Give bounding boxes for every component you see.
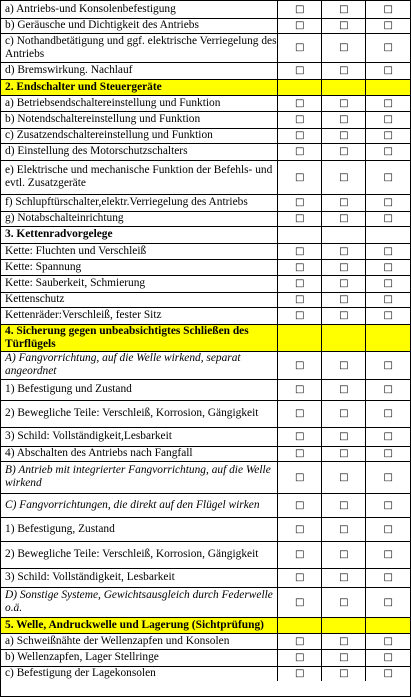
checkbox-3[interactable]: □ — [366, 111, 410, 128]
checkbox-2[interactable]: □ — [322, 194, 366, 211]
item-label: f) Schlupftürschalter,elektr.Verriegelung des Antriebs — [1, 194, 278, 211]
checkbox-2[interactable]: □ — [322, 633, 366, 649]
item-label: 2. Endschalter und Steuergeräte — [1, 79, 278, 95]
checkbox-2[interactable]: □ — [322, 95, 366, 111]
checkbox-2[interactable]: □ — [322, 259, 366, 275]
checkbox-3[interactable]: □ — [366, 18, 410, 33]
checkbox-1[interactable]: □ — [278, 400, 322, 427]
checkbox-3 — [366, 226, 410, 243]
checkbox-1[interactable]: □ — [278, 33, 322, 62]
section-header-row — [1, 617, 410, 633]
item-label: e) Elektrische und mechanische Funktion der Befehls- und evtl. Zusatzgeräte — [1, 160, 278, 194]
item-label: c) Zusatzendschaltereinstellung und Funktion — [1, 128, 278, 143]
checkbox-2[interactable]: □ — [322, 666, 366, 681]
checkbox-3[interactable]: □ — [366, 143, 410, 160]
checklist-row — [1, 587, 410, 617]
item-label: g) Notabschalteinrichtung — [1, 211, 278, 226]
item-label: Kette: Fluchten und Verschleiß — [1, 243, 278, 259]
item-label: 1) Befestigung, Zustand — [1, 517, 278, 541]
checkbox-3[interactable]: □ — [366, 307, 410, 324]
checklist-row — [1, 18, 410, 33]
checkbox-1[interactable]: □ — [278, 160, 322, 194]
item-label: A) Fangvorrichtung, auf die Welle wirkend, separat angeordnet — [1, 351, 278, 379]
checklist-row — [1, 446, 410, 461]
checkbox-2[interactable]: □ — [322, 517, 366, 541]
checkbox-1 — [278, 226, 322, 243]
checkbox-1[interactable]: □ — [278, 493, 322, 517]
checkbox-1[interactable]: □ — [278, 446, 322, 461]
checkbox-1[interactable]: □ — [278, 243, 322, 259]
checkbox-2[interactable]: □ — [322, 275, 366, 292]
checklist-body — [1, 1, 410, 681]
checkbox-2[interactable]: □ — [322, 128, 366, 143]
section-header-row — [1, 79, 410, 95]
checkbox-2[interactable]: □ — [322, 587, 366, 617]
checkbox-2[interactable]: □ — [322, 62, 366, 79]
checklist-row — [1, 427, 410, 446]
checklist-row — [1, 517, 410, 541]
checkbox-2 — [322, 617, 366, 633]
checkbox-1[interactable]: □ — [278, 143, 322, 160]
checkbox-1[interactable]: □ — [278, 351, 322, 379]
checklist-row — [1, 62, 410, 79]
checklist-row — [1, 351, 410, 379]
checkbox-1[interactable]: □ — [278, 633, 322, 649]
checkbox-1[interactable]: □ — [278, 517, 322, 541]
checklist-row — [1, 243, 410, 259]
item-label: c) Befestigung der Lagekonsolen — [1, 666, 278, 681]
checkbox-2[interactable]: □ — [322, 568, 366, 587]
checkbox-1[interactable]: □ — [278, 275, 322, 292]
item-label: C) Fangvorrichtungen, die direkt auf den Flügel wirken — [1, 493, 278, 517]
checkbox-1[interactable]: □ — [278, 1, 322, 18]
checkbox-1[interactable]: □ — [278, 379, 322, 400]
checkbox-3[interactable]: □ — [366, 427, 410, 446]
checkbox-3[interactable]: □ — [366, 517, 410, 541]
checkbox-3 — [366, 324, 410, 351]
item-label: B) Antrieb mit integrierter Fangvorrichtung, auf die Welle wirkend — [1, 461, 278, 493]
item-label: D) Sonstige Systeme, Gewichtsausgleich durch Federwelle o.ä. — [1, 587, 278, 617]
checkbox-1[interactable]: □ — [278, 568, 322, 587]
item-label: b) Geräusche und Dichtigkeit des Antriebs — [1, 18, 278, 33]
checkbox-1 — [278, 617, 322, 633]
checkbox-2[interactable]: □ — [322, 1, 366, 18]
checklist-row — [1, 259, 410, 275]
checkbox-2[interactable]: □ — [322, 461, 366, 493]
item-label: a) Betriebsendschaltereinstellung und Funktion — [1, 95, 278, 111]
item-label: 3) Schild: Vollständigkeit,Lesbarkeit — [1, 427, 278, 446]
item-label: 2) Bewegliche Teile: Verschleiß, Korrosion, Gängigkeit — [1, 541, 278, 568]
checklist-row — [1, 1, 410, 18]
checkbox-3[interactable]: □ — [366, 461, 410, 493]
checkbox-1[interactable]: □ — [278, 587, 322, 617]
item-label: 4. Sicherung gegen unbeabsichtigtes Schließen des Türflügels — [1, 324, 278, 351]
checkbox-3 — [366, 79, 410, 95]
checkbox-1[interactable]: □ — [278, 18, 322, 33]
checkbox-3[interactable]: □ — [366, 292, 410, 307]
checkbox-2[interactable]: □ — [322, 160, 366, 194]
checklist-row — [1, 292, 410, 307]
checklist-row — [1, 493, 410, 517]
checkbox-2 — [322, 324, 366, 351]
checklist-row — [1, 666, 410, 681]
checklist-row — [1, 461, 410, 493]
item-label: 3. Kettenradvorgelege — [1, 226, 278, 243]
checkbox-1[interactable]: □ — [278, 461, 322, 493]
checkbox-2[interactable]: □ — [322, 243, 366, 259]
checklist-row — [1, 275, 410, 292]
checkbox-2[interactable]: □ — [322, 33, 366, 62]
item-label: a) Schweißnähte der Wellenzapfen und Konsolen — [1, 633, 278, 649]
checkbox-3[interactable]: □ — [366, 400, 410, 427]
checkbox-3 — [366, 617, 410, 633]
checkbox-1[interactable]: □ — [278, 95, 322, 111]
checkbox-3[interactable]: □ — [366, 633, 410, 649]
checkbox-1[interactable]: □ — [278, 259, 322, 275]
checkbox-3[interactable]: □ — [366, 33, 410, 62]
checkbox-3[interactable]: □ — [366, 160, 410, 194]
checklist-row — [1, 95, 410, 111]
checkbox-2 — [322, 79, 366, 95]
item-label: b) Wellenzapfen, Lager Stellringe — [1, 649, 278, 666]
checkbox-3[interactable]: □ — [366, 194, 410, 211]
checkbox-1[interactable]: □ — [278, 649, 322, 666]
checklist-row — [1, 633, 410, 649]
checkbox-2[interactable]: □ — [322, 400, 366, 427]
checklist-row — [1, 211, 410, 226]
checkbox-3[interactable]: □ — [366, 649, 410, 666]
checkbox-2[interactable]: □ — [322, 292, 366, 307]
checkbox-2[interactable]: □ — [322, 379, 366, 400]
checkbox-3[interactable]: □ — [366, 243, 410, 259]
item-label: Kette: Spannung — [1, 259, 278, 275]
checklist-row — [1, 379, 410, 400]
checkbox-1[interactable]: □ — [278, 62, 322, 79]
checklist-row — [1, 568, 410, 587]
checkbox-2[interactable]: □ — [322, 18, 366, 33]
checkbox-1[interactable]: □ — [278, 128, 322, 143]
checkbox-2[interactable]: □ — [322, 493, 366, 517]
checkbox-2[interactable]: □ — [322, 427, 366, 446]
checkbox-2[interactable]: □ — [322, 211, 366, 226]
checkbox-2[interactable]: □ — [322, 541, 366, 568]
checkbox-1[interactable]: □ — [278, 292, 322, 307]
item-label: d) Einstellung des Motorschutzschalters — [1, 143, 278, 160]
item-label: 5. Welle, Andruckwelle und Lagerung (Sichtprüfung) — [1, 617, 278, 633]
checkbox-3[interactable]: □ — [366, 211, 410, 226]
checkbox-2[interactable]: □ — [322, 649, 366, 666]
item-label: d) Bremswirkung. Nachlauf — [1, 62, 278, 79]
checklist-row — [1, 143, 410, 160]
checkbox-2[interactable]: □ — [322, 143, 366, 160]
checkbox-1 — [278, 79, 322, 95]
checkbox-1[interactable]: □ — [278, 211, 322, 226]
checkbox-1[interactable]: □ — [278, 427, 322, 446]
item-label: b) Notendschaltereinstellung und Funktion — [1, 111, 278, 128]
checkbox-2[interactable]: □ — [322, 446, 366, 461]
item-label: c) Nothandbetätigung und ggf. elektrische Verriegelung des Antriebs — [1, 33, 278, 62]
checkbox-3[interactable]: □ — [366, 493, 410, 517]
checkbox-3[interactable]: □ — [366, 275, 410, 292]
checklist-row — [1, 33, 410, 62]
checkbox-3[interactable]: □ — [366, 95, 410, 111]
checkbox-1[interactable]: □ — [278, 307, 322, 324]
checkbox-3[interactable]: □ — [366, 1, 410, 18]
checkbox-3[interactable]: □ — [383, 668, 393, 680]
checkbox-3[interactable]: □ — [366, 568, 410, 587]
checkbox-1[interactable]: □ — [278, 666, 322, 681]
checklist-row — [1, 307, 410, 324]
checkbox-1[interactable]: □ — [278, 111, 322, 128]
checkbox-3[interactable]: □ — [366, 128, 410, 143]
checklist-row — [1, 111, 410, 128]
checkbox-1 — [278, 324, 322, 351]
checkbox-3[interactable]: □ — [366, 587, 410, 617]
checklist-row — [1, 649, 410, 666]
item-label: 3) Schild: Vollständigkeit, Lesbarkeit — [1, 568, 278, 587]
item-label: Kettenräder:Verschleiß, fester Sitz — [1, 307, 278, 324]
checkbox-2[interactable]: □ — [322, 351, 366, 379]
item-label: Kette: Sauberkeit, Schmierung — [1, 275, 278, 292]
checkbox-1[interactable]: □ — [278, 194, 322, 211]
checkbox-3[interactable]: □ — [366, 62, 410, 79]
checkbox-3[interactable]: □ — [366, 379, 410, 400]
item-label: Kettenschutz — [1, 292, 278, 307]
checklist-row — [1, 194, 410, 211]
item-label: a) Antriebs-und Konsolenbefestigung — [1, 1, 278, 18]
checklist-row — [1, 541, 410, 568]
item-label: 2) Bewegliche Teile: Verschleiß, Korrosion, Gängigkeit — [1, 400, 278, 427]
checklist-row — [1, 128, 410, 143]
checkbox-3[interactable]: □ — [366, 351, 410, 379]
checklist-row — [1, 160, 410, 194]
section-header-row — [1, 324, 410, 351]
checkbox-1[interactable]: □ — [278, 541, 322, 568]
checklist-table — [1, 1, 410, 681]
item-label: 4) Abschalten des Antriebs nach Fangfall — [1, 446, 278, 461]
checkbox-3[interactable]: □ — [366, 541, 410, 568]
checkbox-3[interactable]: □ — [366, 259, 410, 275]
checkbox-2[interactable]: □ — [322, 111, 366, 128]
checklist-row — [1, 400, 410, 427]
checkbox-2[interactable]: □ — [322, 307, 366, 324]
item-label: 1) Befestigung und Zustand — [1, 379, 278, 400]
subsection-row — [1, 226, 410, 243]
checkbox-3[interactable]: □ — [366, 446, 410, 461]
checkbox-2 — [322, 226, 366, 243]
